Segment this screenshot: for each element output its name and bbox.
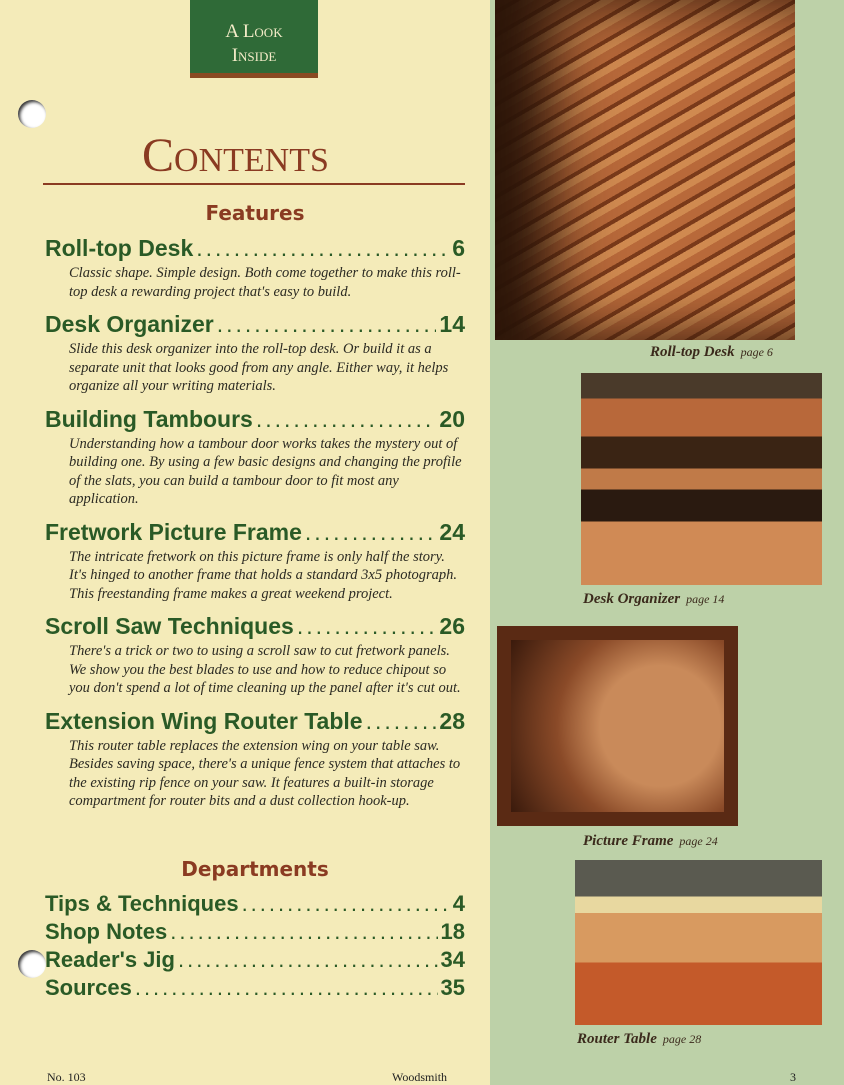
departments-heading: Departments [181,857,329,881]
leader-dots [135,974,438,1002]
caption-page: page 14 [686,592,725,606]
department-entry[interactable] [45,974,465,1002]
leader-dots [305,518,436,546]
feature-entry[interactable] [45,612,465,698]
roll-top-desk-photo [495,0,795,340]
department-entry[interactable] [45,946,465,974]
department-entry[interactable] [45,890,465,918]
caption-page: page 28 [662,1032,702,1046]
entry-page: 26 [439,613,465,639]
picture-frame-photo [497,626,738,826]
entry-title: Tips & Techniques [45,891,239,916]
page-number: 3 [790,1070,796,1084]
caption-page: page 24 [679,834,718,848]
entry-title: Building Tambours [45,405,253,432]
entry-page: 28 [439,707,465,734]
entry-title: Shop Notes [45,919,168,944]
entry-title: Roll-top Desk [45,235,194,261]
badge-line1: A Look [225,21,283,42]
leader-dots [178,946,438,974]
a-look-inside-badge [190,0,318,78]
entry-description: Slide this desk organizer into the roll-top desk. Or build it as a separate unit that looks good from any angle. Either way, it helps organize all your writing materials. [69,341,449,394]
photo-caption [650,344,773,361]
entry-title: Desk Organizer [45,311,214,337]
feature-entry[interactable] [45,707,465,811]
feature-entry[interactable] [45,405,465,509]
caption-title: Router Table [577,1031,657,1047]
leader-dots [366,707,437,735]
entry-page: 18 [440,919,465,944]
entry-description: Understanding how a tambour door works takes the mystery out of building one. By using a few basic designs and changing the profile of the slats, you can build a tambour door to fit most any application. [69,435,462,507]
entry-page: 4 [452,891,465,916]
badge-line2: Inside [231,45,277,66]
entry-title: Scroll Saw Techniques [45,613,294,639]
leader-dots [217,310,437,338]
entry-title: Extension Wing Router Table [45,707,363,734]
binder-hole [18,100,46,128]
desk-organizer-photo [581,373,822,585]
binder-hole [18,950,46,978]
department-entry[interactable] [45,918,465,946]
entry-title: Fretwork Picture Frame [45,518,302,545]
caption-title: Picture Frame [583,833,674,849]
features-heading: Features [205,201,305,225]
entry-title: Reader's Jig [45,947,175,972]
photo-caption [577,1031,701,1048]
leader-dots [170,918,437,946]
contents-column [45,200,465,1002]
entry-description: The intricate fretwork on this picture frame is only half the story. It's hinged to another frame that holds a standard 3x5 photograph. This freestanding frame makes a great weekend project. [69,548,458,602]
page-title: Contents [142,129,329,182]
feature-entry[interactable] [45,518,465,604]
entry-page: 34 [440,947,465,972]
photo-caption [583,591,724,608]
features-section [45,200,465,856]
caption-page: page 6 [740,345,773,359]
magazine-name: Woodsmith [392,1070,448,1084]
entry-description: This router table replaces the extension wing on your table saw. Besides saving space, there's a unique fence system that attaches to the existing rip fence on your saw. It features a built-in storage compartment for router bits and a dust collection hook-up. [69,737,461,809]
entry-page: 6 [452,235,465,261]
leader-dots [196,234,449,262]
departments-section [45,856,465,1002]
leader-dots [242,890,450,918]
leader-dots [297,612,437,640]
entry-page: 24 [439,518,465,545]
caption-title: Roll-top Desk [650,344,735,360]
issue-number: No. 103 [47,1070,86,1084]
router-table-photo [575,860,822,1025]
entry-description: There's a trick or two to using a scroll saw to cut fretwork panels. We show you the best blades to use and how to reduce chipout so you don't spend a lot of time cleaning up the panel after it's cut out. [69,643,461,696]
entry-page: 20 [439,405,465,432]
leader-dots [256,405,437,433]
feature-entry[interactable] [45,234,465,301]
entry-page: 35 [440,975,465,1000]
entry-page: 14 [439,311,465,337]
feature-entry[interactable] [45,310,465,396]
caption-title: Desk Organizer [583,591,681,607]
entry-description: Classic shape. Simple design. Both come together to make this roll-top desk a rewarding project that's easy to build. [69,265,461,300]
title-rule [43,183,465,185]
photo-caption [583,833,718,850]
entry-title: Sources [45,975,132,1000]
